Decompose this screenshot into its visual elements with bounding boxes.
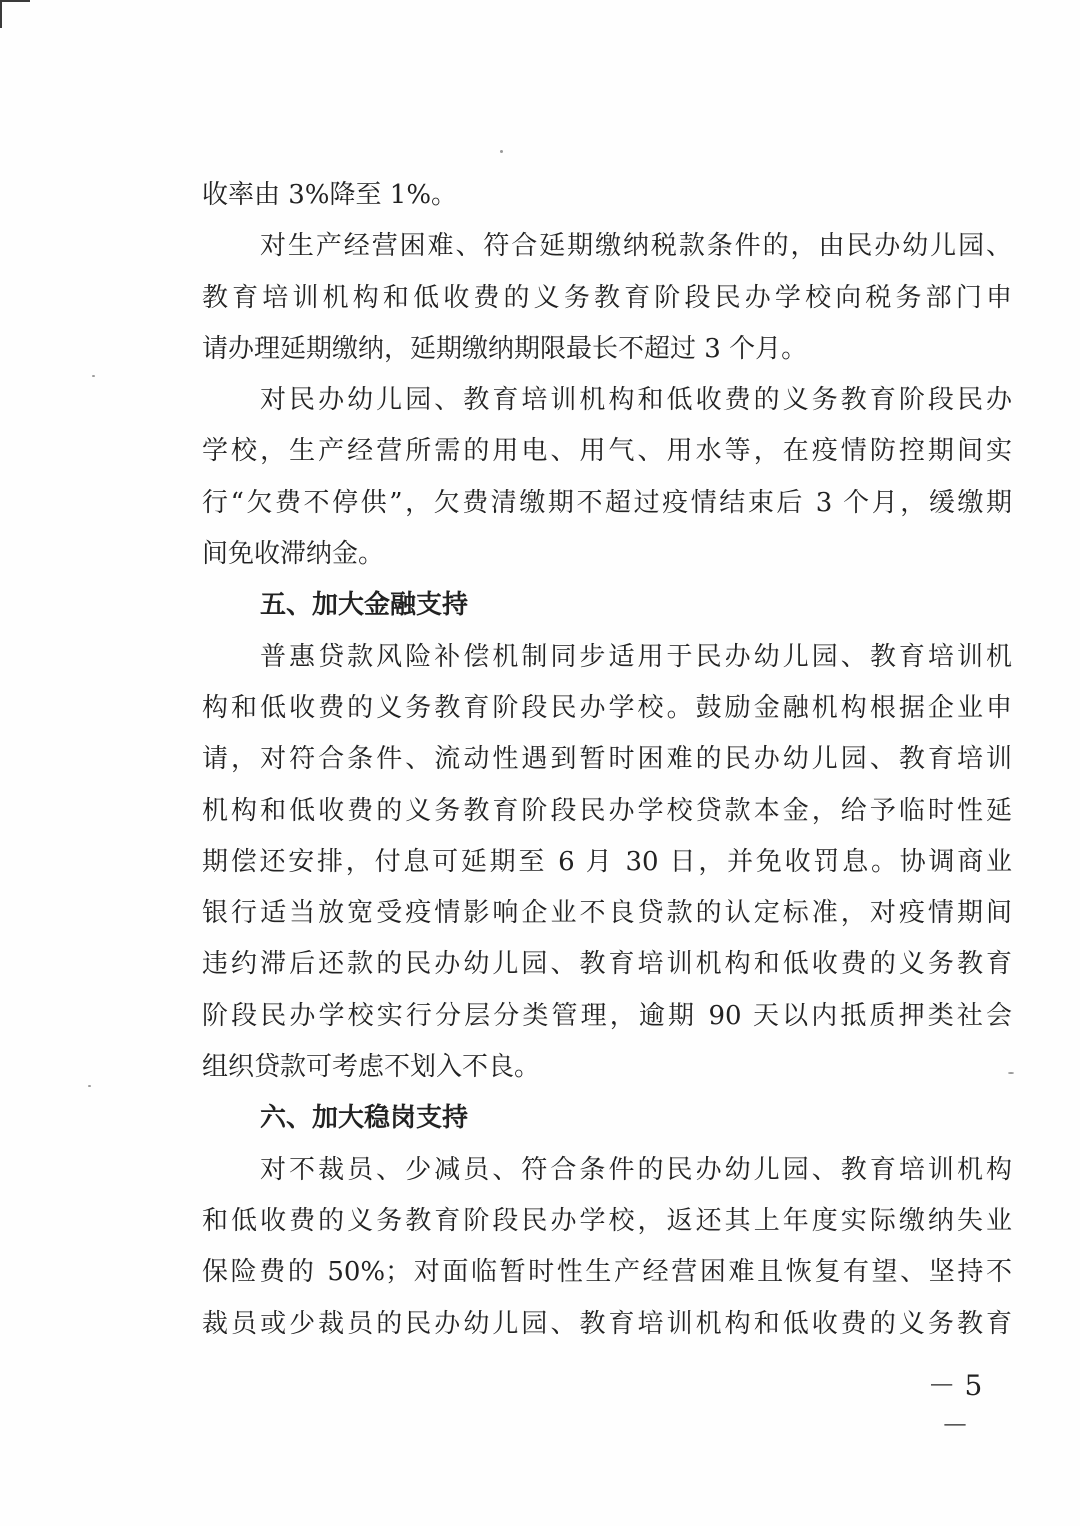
paragraph-line: 机构和低收费的义务教育阶段民办学校贷款本金，给予临时性延 [202, 795, 1012, 826]
section-heading-employment: 六、加大稳岗支持 [260, 1103, 469, 1134]
document-body [202, 170, 1012, 1350]
paragraph-line: 和低收费的义务教育阶段民办学校，返还其上年度实际缴纳失业 [202, 1205, 1012, 1236]
page-number: － 5 － [927, 1369, 983, 1442]
paragraph-line: 普惠贷款风险补偿机制同步适用于民办幼儿园、教育培训机 [260, 641, 1012, 672]
paragraph-line: 期偿还安排，付息可延期至 6 月 30 日，并免收罚息。协调商业 [202, 846, 1012, 877]
paragraph-line: 违约滞后还款的民办幼儿园、教育培训机构和低收费的义务教育 [202, 949, 1012, 980]
scan-speck [500, 150, 503, 153]
section-heading-finance: 五、加大金融支持 [260, 590, 469, 621]
paragraph-line: 银行适当放宽受疫情影响企业不良贷款的认定标准，对疫情期间 [202, 898, 1012, 929]
scan-speck [88, 1085, 91, 1087]
scan-corner-mark-left [0, 0, 2, 28]
paragraph-line: 对民办幼儿园、教育培训机构和低收费的义务教育阶段民办 [260, 385, 1012, 416]
paragraph-line: 保险费的 50%；对面临暂时性生产经营困难且恢复有望、坚持不 [202, 1257, 1012, 1288]
scan-corner-mark-top [0, 0, 30, 2]
paragraph-line: 间免收滞纳金。 [202, 539, 385, 570]
paragraph-line: 行“欠费不停供”，欠费清缴期不超过疫情结束后 3 个月，缓缴期 [202, 487, 1012, 518]
paragraph-line: 教育培训机构和低收费的义务教育阶段民办学校向税务部门申 [202, 282, 1012, 313]
paragraph-line: 请办理延期缴纳，延期缴纳期限最长不超过 3 个月。 [202, 333, 808, 364]
paragraph-line: 裁员或少裁员的民办幼儿园、教育培训机构和低收费的义务教育 [202, 1308, 1012, 1339]
paragraph-line: 请，对符合条件、流动性遇到暂时困难的民办幼儿园、教育培训 [202, 744, 1012, 775]
paragraph-line: 对不裁员、少减员、符合条件的民办幼儿园、教育培训机构 [260, 1154, 1012, 1185]
paragraph-line: 对生产经营困难、符合延期缴纳税款条件的，由民办幼儿园、 [260, 231, 1012, 262]
paragraph-line: 学校，生产经营所需的用电、用气、用水等，在疫情防控期间实 [202, 436, 1012, 467]
paragraph-line: 构和低收费的义务教育阶段民办学校。鼓励金融机构根据企业申 [202, 692, 1012, 723]
paragraph-line: 组织贷款可考虑不划入不良。 [202, 1052, 541, 1083]
body-line: 收率由 3%降至 1%。 [202, 180, 458, 210]
paragraph-line: 阶段民办学校实行分层分类管理，逾期 90 天以内抵质押类社会 [202, 1000, 1012, 1031]
scan-speck [92, 375, 95, 377]
